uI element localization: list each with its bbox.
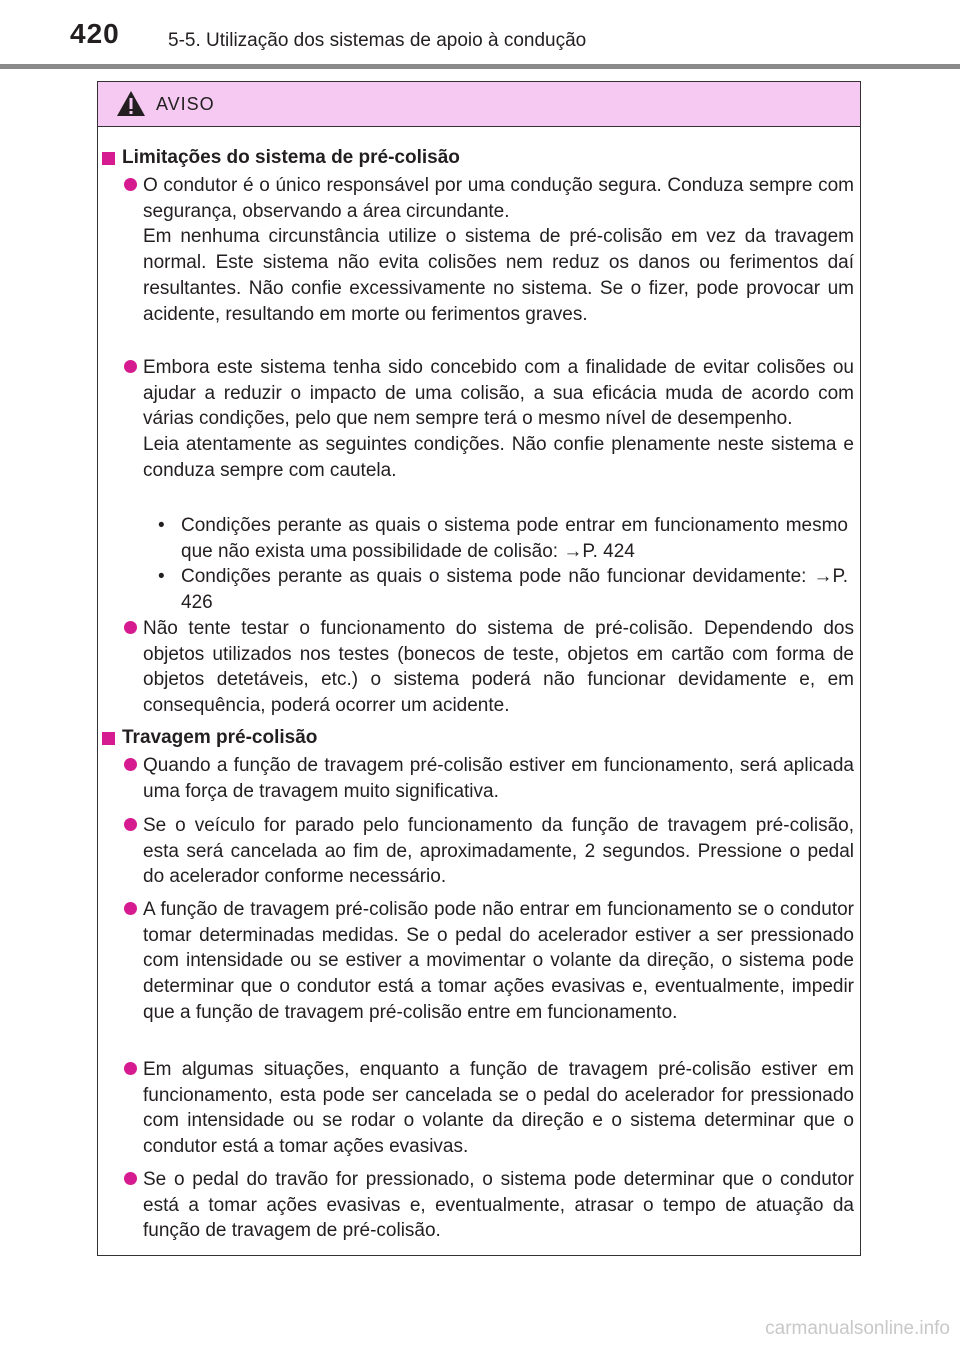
page-header	[0, 0, 960, 70]
round-bullet-icon	[124, 902, 137, 915]
warning-box	[97, 81, 861, 1256]
warning-header	[98, 82, 860, 127]
list-item	[126, 1057, 854, 1160]
paragraph-line: Quando a função de travagem pré-colisão estiver em funcionamento, será aplicada uma força de travagem muito significativa.	[143, 755, 854, 802]
round-bullet-icon	[124, 818, 137, 831]
list-item	[126, 1167, 854, 1244]
section-heading-pre-collision-braking	[102, 727, 317, 749]
paragraph-line: Em algumas situações, enquanto a função de travagem pré-colisão estiver em funcionamento, esta pode ser cancelada se o pedal do acelerador for pressionado com intensidade ou se rodar o volante da direção e o sistema determinar que o condutor está a tomar ações evasivas.	[143, 1059, 854, 1158]
section-title: 5-5. Utilização dos sistemas de apoio à condução	[168, 30, 587, 51]
list-item	[126, 813, 854, 890]
list-item	[126, 355, 854, 484]
list-item	[126, 897, 854, 1026]
round-bullet-icon	[124, 758, 137, 771]
watermark-text: carmanualsonline.info	[765, 1318, 950, 1339]
paragraph-line: Não tente testar o funcionamento do sistema de pré-colisão. Dependendo dos objetos utilizados nos testes (bonecos de teste, objetos em cartão com forma de objetos detetáveis, etc.) o sistema poderá não funcionar devidamente e, em consequência, poderá ocorrer um acidente.	[143, 618, 854, 717]
square-bullet-icon	[102, 732, 115, 745]
paragraph-line: A função de travagem pré-colisão pode não entrar em funcionamento se o condutor tomar determinadas medidas. Se o pedal do acelerador estiver a ser pressionado com intensidade ou se estiver a movimentar o volante da direção, o sistema pode determinar que o condutor está a tomar ações evasivas e, eventualmente, impedir que a função de travagem pré-colisão entre em funcionamento.	[143, 899, 854, 1023]
paragraph-line: Se o veículo for parado pelo funcionamento da função de travagem pré-colisão, esta será cancelada ao fim de, aproximadamente, 2 segundos. Pressione o pedal do acelerador conforme necessário.	[143, 815, 854, 888]
page-number: 420	[70, 18, 120, 49]
section-heading-text: Limitações do sistema de pré-colisão	[122, 147, 460, 168]
header-rule	[0, 64, 960, 69]
paragraph-line: Em nenhuma circunstância utilize o sistema de pré-colisão em vez da travagem normal. Este sistema não evita colisões nem reduz os danos ou ferimentos daí resultantes. Não confie excessivamente no sistema. Se o fizer, pode provocar um acidente, resultando em morte ou ferimentos graves.	[143, 226, 854, 325]
square-bullet-icon	[102, 152, 115, 165]
warning-label: AVISO	[156, 93, 215, 114]
sub-bullet-icon: •	[158, 566, 165, 587]
paragraph-line: Leia atentamente as seguintes condições. Não confie plenamente neste sistema e conduza sempre com cautela.	[143, 434, 854, 481]
round-bullet-icon	[124, 178, 137, 191]
section-heading-limitations	[102, 147, 460, 169]
sub-item-text: Condições perante as quais o sistema pode entrar em funcionamento mesmo que não exista uma possibilidade de colisão: →P. 424	[181, 515, 848, 562]
round-bullet-icon	[124, 360, 137, 373]
paragraph-line: Embora este sistema tenha sido concebido com a finalidade de evitar colisões ou ajudar a reduzir o impacto de uma colisão, a sua eficácia muda de acordo com várias condições, pelo que nem sempre terá o mesmo nível de desempenho.	[143, 357, 854, 430]
list-item	[126, 616, 854, 719]
list-item	[126, 173, 854, 327]
sub-bullet-icon: •	[158, 515, 165, 536]
round-bullet-icon	[124, 621, 137, 634]
warning-triangle-icon	[116, 90, 146, 118]
section-heading-text: Travagem pré-colisão	[122, 727, 318, 748]
sub-list-item	[158, 564, 848, 615]
paragraph-line: Se o pedal do travão for pressionado, o sistema pode determinar que o condutor está a tomar ações evasivas e, eventualmente, atrasar o tempo de atuação da função de travagem de pré-colisão.	[143, 1169, 854, 1242]
sub-item-text: Condições perante as quais o sistema pode não funcionar devidamente: →P. 426	[181, 566, 848, 613]
round-bullet-icon	[124, 1172, 137, 1185]
list-item	[126, 753, 854, 804]
paragraph-line: O condutor é o único responsável por uma condução segura. Conduza sempre com segurança, observando a área circundante.	[143, 175, 854, 222]
round-bullet-icon	[124, 1062, 137, 1075]
sub-list-item	[158, 513, 848, 564]
